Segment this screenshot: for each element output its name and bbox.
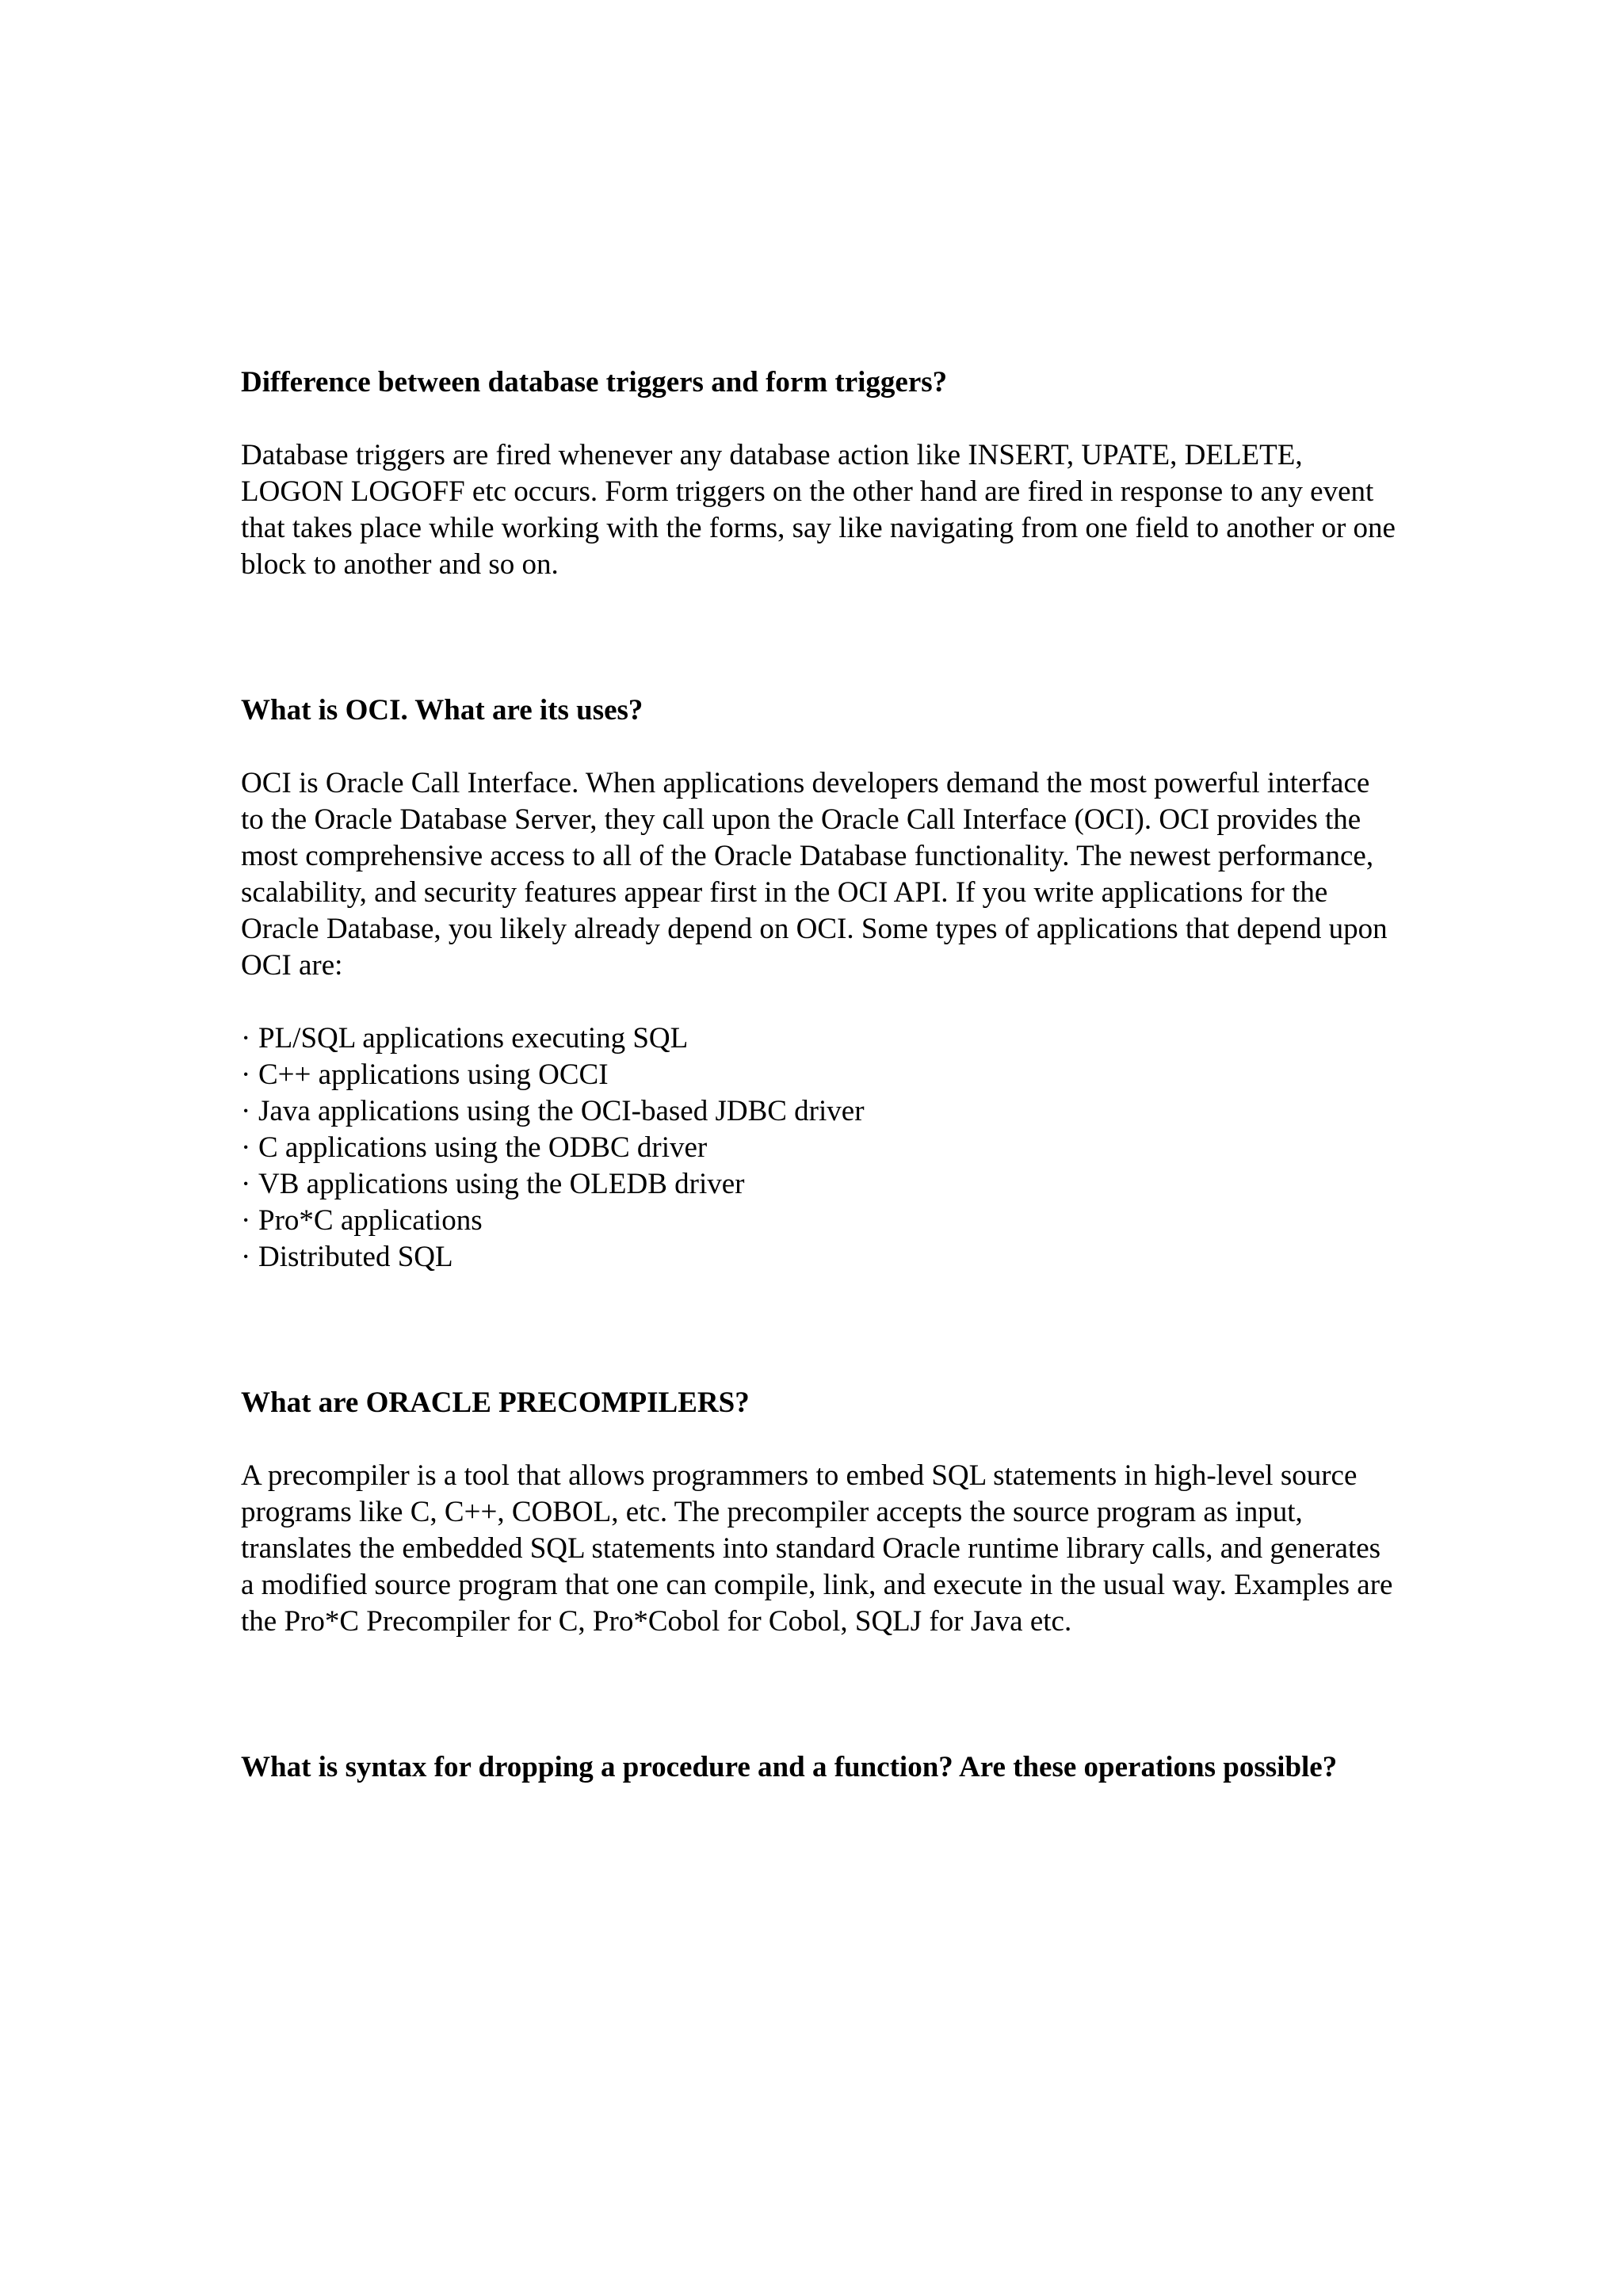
bullet-dot: · [241, 1168, 251, 1200]
list-item [241, 1239, 1398, 1276]
bullet-dot: · [241, 1241, 251, 1273]
bullet-dot: · [241, 1022, 251, 1055]
list-item [241, 1093, 1398, 1130]
bullet-dot: · [241, 1095, 251, 1127]
bullet-dot: · [241, 1204, 251, 1237]
list-item-text: C++ applications using OCCI [258, 1058, 609, 1091]
list-item [241, 1166, 1398, 1203]
answer-paragraph: Database triggers are fired whenever any database action like INSERT, UPATE, DELETE, LOGON LOGOFF etc occurs. Form triggers on the other hand are fired in response to any event that takes place while working with the forms, say like navigating from one field to another or one block to another and so on. [241, 439, 1396, 581]
answer-paragraph: A precompiler is a tool that allows programmers to embed SQL statements in high-level source programs like C, C++, COBOL, etc. The precompiler accepts the source program as input, translates the embedded SQL statements into standard Oracle runtime library calls, and generates a modified source program that one can compile, link, and execute in the usual way. Examples are the Pro*C Precompiler for C, Pro*Cobol for Cobol, SQLJ for Java etc. [241, 1459, 1393, 1638]
list-item [241, 1203, 1398, 1239]
list-item [241, 1057, 1398, 1093]
list-item-text: Pro*C applications [258, 1204, 483, 1237]
list-item-text: C applications using the ODBC driver [258, 1131, 708, 1164]
qa-section-database-triggers [241, 364, 1398, 583]
list-item [241, 1020, 1398, 1057]
question-heading: What is syntax for dropping a procedure and a function? Are these operations possible? [241, 1751, 1338, 1783]
document-body [241, 364, 1398, 1786]
list-item-text: VB applications using the OLEDB driver [258, 1168, 745, 1200]
qa-section-oci [241, 692, 1398, 1276]
qa-section-drop-procedure [241, 1749, 1398, 1786]
bullet-dot: · [241, 1131, 251, 1164]
oci-applications-list [241, 1020, 1398, 1276]
list-item-text: Java applications using the OCI-based JDBC driver [258, 1095, 865, 1127]
question-heading: What are ORACLE PRECOMPILERS? [241, 1386, 750, 1419]
question-heading: What is OCI. What are its uses? [241, 694, 643, 727]
qa-section-precompilers [241, 1385, 1398, 1640]
list-item-text: Distributed SQL [258, 1241, 453, 1273]
list-item-text: PL/SQL applications executing SQL [258, 1022, 689, 1055]
answer-paragraph: OCI is Oracle Call Interface. When applications developers demand the most powerful interface to the Oracle Database Server, they call upon the Oracle Call Interface (OCI). OCI provides the most comprehensive access to all of the Oracle Database functionality. The newest performance, scalability, and security features appear first in the OCI API. If you write applications for the Oracle Database, you likely already depend on OCI. Some types of applications that depend upon OCI are: [241, 767, 1388, 982]
question-heading: Difference between database triggers and form triggers? [241, 366, 948, 399]
bullet-dot: · [241, 1058, 251, 1091]
list-item [241, 1130, 1398, 1166]
